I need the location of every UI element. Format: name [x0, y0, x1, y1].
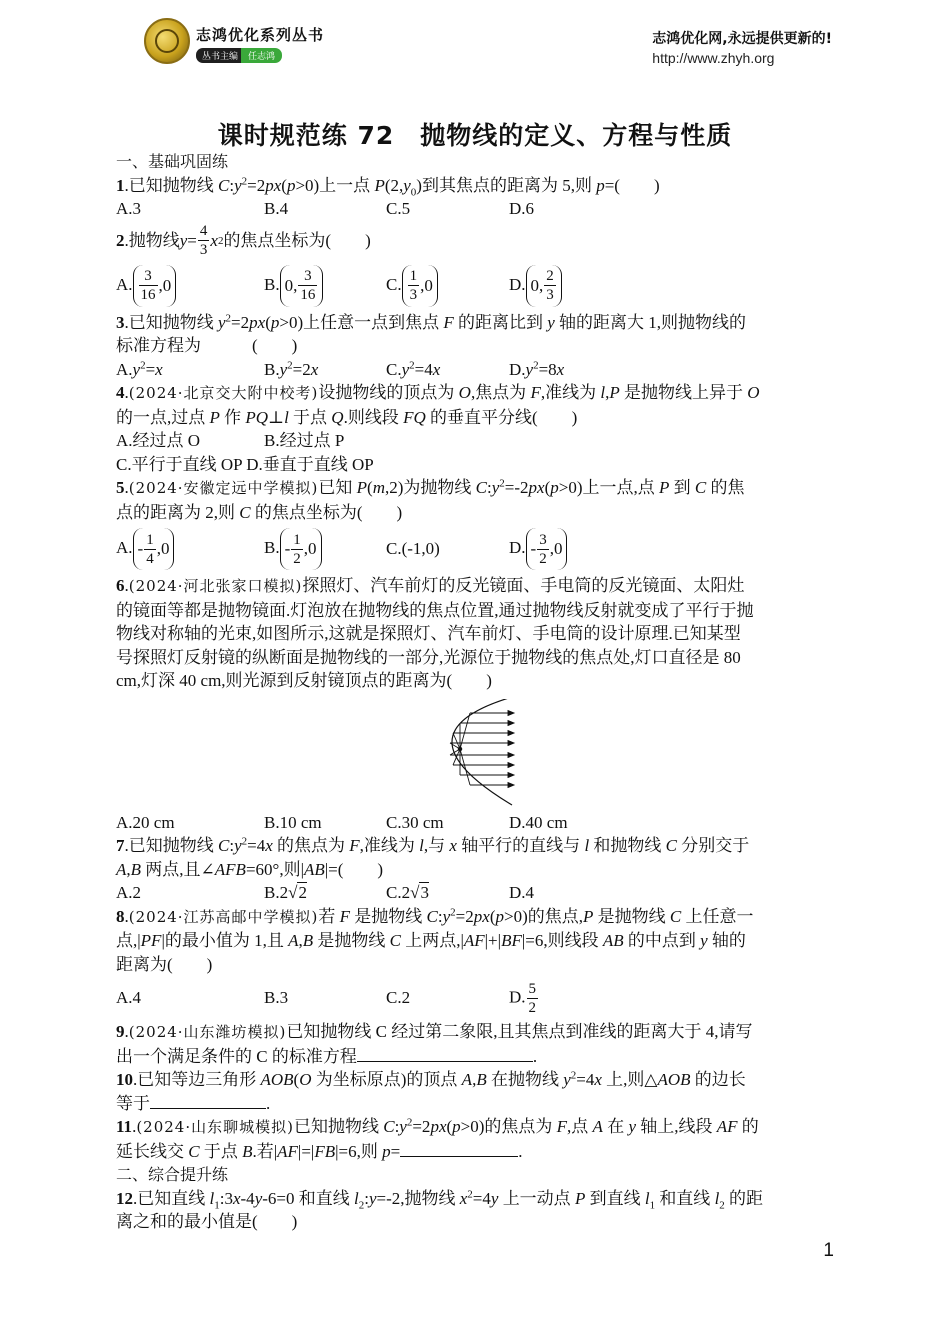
series-name: 志鸿优化系列丛书: [196, 26, 325, 44]
question-1-options: [116, 197, 834, 221]
question-4: 4.(2024·北京交大附中校考)设抛物线的顶点为 O,焦点为 F,准线为 l,P 是抛物线上异于 O: [116, 383, 760, 402]
option-b[interactable]: B.2√2: [264, 883, 307, 902]
focus-point: [458, 747, 462, 751]
question-11: 11.(2024·山东聊城模拟)已知抛物线 $C:y^2=2px(p>0)$的焦点为 F,点 A 在 y 轴上,线段 AF 的: [116, 1116, 759, 1136]
page-number: 1: [823, 1240, 834, 1261]
site-header: [652, 28, 832, 66]
question-2: 2 .抛物线 y = $\frac{4}{3}$ x 2 的焦点坐标为( ): [116, 223, 371, 258]
option-a[interactable]: A.4: [116, 988, 142, 1008]
question-10: 10.已知等边三角形 AOB(O 为坐标原点)的顶点 A,B 在抛物线 $y^2=4x$ 上,则△AOB 的边长: [116, 1069, 746, 1089]
page-title: 课时规范练 72 抛物线的定义、方程与性质: [217, 121, 733, 150]
option-b[interactable]: B. 0, $\frac{3}{16}$: [264, 265, 386, 307]
brand-header: [144, 18, 344, 66]
option-c[interactable]: C.2√3: [386, 883, 429, 902]
option-c[interactable]: C.5: [386, 199, 411, 218]
question-6-line2: 的镜面等都是抛物镜面.灯泡放在抛物线的焦点位置,通过抛物线反射就变成了平行于抛: [116, 600, 754, 620]
option-a[interactable]: A.3: [116, 199, 142, 218]
light-rays: [450, 710, 514, 787]
option-b[interactable]: $B.y^2=2x$: [264, 358, 319, 379]
section-advanced: 二、综合提升练: [116, 1165, 229, 1184]
option-b[interactable]: B.经过点 P: [264, 431, 345, 450]
option-a[interactable]: A.20 cm: [116, 812, 175, 832]
option-d[interactable]: D. 0, $\frac{2}{3}$: [509, 265, 657, 307]
option-d[interactable]: D.4: [509, 883, 535, 902]
question-10-line2: 等于 .: [116, 1093, 271, 1113]
question-12-line2: 离之和的最小值是( ): [116, 1212, 298, 1231]
question-8: 8.(2024·江苏高邮中学模拟)若 F 是抛物线 $C:y^2=2px(p>0)$的焦点,P 是抛物线 C 上任意一: [116, 905, 754, 926]
question-6: 6.(2024·河北张家口模拟)探照灯、汽车前灯的反光镜面、手电筒的反光镜面、太阳灶: [116, 576, 745, 595]
option-d[interactable]: D. $\frac{5}{2}$: [509, 980, 537, 1016]
option-d[interactable]: D.垂直于直线 OP: [246, 454, 374, 474]
option-c[interactable]: C.平行于直线 OP: [116, 454, 242, 474]
question-6-options: [116, 811, 834, 835]
question-8-line3: 距离为( ): [116, 954, 213, 974]
question-5-options: [116, 524, 834, 574]
question-2-options: [116, 261, 834, 311]
option-b[interactable]: B.4: [264, 199, 289, 218]
option-a[interactable]: $A.y^2=x$: [116, 358, 163, 379]
question-7: 7.已知抛物线 $C:y^2=4x$ 的焦点为 F,准线为 l,与 x 轴平行的直线与 l 和抛物线 C 分别交于: [116, 835, 750, 855]
editor-label: 丛书主编: [196, 48, 244, 63]
question-3: 3.已知抛物线 $y^2=2px(p>0)$上任意一点到焦点 F 的距离比到 y 轴的距离大 1,则抛物线的: [116, 311, 747, 332]
question-6-line3: 物线对称轴的光束,如图所示,这就是探照灯、汽车前灯、手电筒的设计原理.已知某型: [116, 624, 741, 643]
option-d[interactable]: D. - $\frac{3}{2}$ ,0: [509, 528, 657, 570]
option-d[interactable]: D.6: [509, 199, 535, 218]
question-4-line2: 的一点,过点 P 作 PQ⊥l 于点 Q.则线段 FQ 的垂直平分线( ): [116, 407, 578, 427]
site-url[interactable]: http://www.zhyh.org: [652, 50, 775, 66]
editor-name: 任志鸿: [241, 48, 282, 63]
question-11-line2: 延长线交 C 于点 B.若|AF|=|FB|=6,则 p= .: [116, 1141, 523, 1161]
question-7-line2: A,B 两点,且∠AFB=60°,则|AB|=( ): [116, 859, 384, 879]
option-a[interactable]: A. - $\frac{1}{4}$ ,0: [116, 528, 264, 570]
question-8-options: [116, 976, 834, 1020]
question-5: 5.(2024·安徽定远中学模拟)已知 P(m,2)为抛物线 $C:y^2=-2px(p>0)$上一点,点 P 到 C 的焦: [116, 477, 745, 497]
question-3-line2: 标准方程为 ( ): [116, 336, 298, 355]
option-c[interactable]: C.30 cm: [386, 812, 444, 832]
question-8-line2: 点,|PF|的最小值为 1,且 A,B 是抛物线 C 上两点,|AF|+|BF|=6,则线段 AB 的中点到 y 轴的: [116, 931, 746, 950]
option-d[interactable]: $D.y^2=8x$: [509, 358, 565, 379]
question-3-options: [116, 358, 834, 382]
section-basic: 一、基础巩固练: [116, 152, 229, 171]
question-9: 9.(2024·山东潍坊模拟)已知抛物线 C 经过第二象限,且其焦点到准线的距离大于 4,请写: [116, 1022, 753, 1041]
question-5-line2: 点的距离为 2,则 C 的焦点坐标为( ): [116, 502, 403, 522]
option-b[interactable]: B. - $\frac{1}{2}$ ,0: [264, 528, 386, 570]
question-1: 1.已知抛物线 $C:y^2=2px(p>0)$上一点 $P(2,y_0)$到其焦点的距离为 5,则 p=( ): [116, 174, 660, 198]
option-a[interactable]: A.2: [116, 883, 142, 902]
answer-blank[interactable]: [150, 1092, 266, 1109]
question-4-options-cd: [116, 453, 834, 477]
question-4-options-ab: [116, 429, 834, 453]
question-7-options: [116, 881, 834, 905]
answer-blank[interactable]: [357, 1045, 533, 1062]
option-c[interactable]: C.2: [386, 988, 411, 1008]
option-b[interactable]: B.10 cm: [264, 812, 322, 832]
option-a[interactable]: A.经过点 O: [116, 431, 201, 450]
option-c[interactable]: C.(-1,0): [386, 539, 440, 559]
question-12: 12.已知直线 $l_1:3x-4y-6=0$ 和直线 $l_2:y=-2$,抛物线 $x^2=4y$ 上一动点 P 到直线 $l_1$ 和直线 $l_2$ 的距: [116, 1187, 764, 1211]
question-6-line4: 号探照灯反射镜的纵断面是抛物线的一部分,光源位于抛物线的焦点处,灯口直径是 80: [116, 647, 741, 667]
option-c[interactable]: C. $\frac{1}{3}$ ,0: [386, 265, 509, 307]
option-c[interactable]: $C.y^2=4x$: [386, 358, 441, 379]
answer-blank[interactable]: [400, 1140, 518, 1157]
question-6-line5: cm,灯深 40 cm,则光源到反射镜顶点的距离为( ): [116, 671, 492, 690]
site-slogan: 志鸿优化网,永远提供更新的!: [652, 31, 832, 47]
exercise-body: [116, 150, 834, 1234]
option-b[interactable]: B.3: [264, 988, 289, 1008]
publisher-logo-icon: [144, 18, 190, 64]
parabola-reflector-figure: [432, 699, 532, 811]
option-d[interactable]: D.40 cm: [509, 812, 568, 832]
option-a[interactable]: A. $\frac{3}{16}$ ,0: [116, 265, 264, 307]
question-9-line2: 出一个满足条件的 C 的标准方程 .: [116, 1046, 538, 1066]
